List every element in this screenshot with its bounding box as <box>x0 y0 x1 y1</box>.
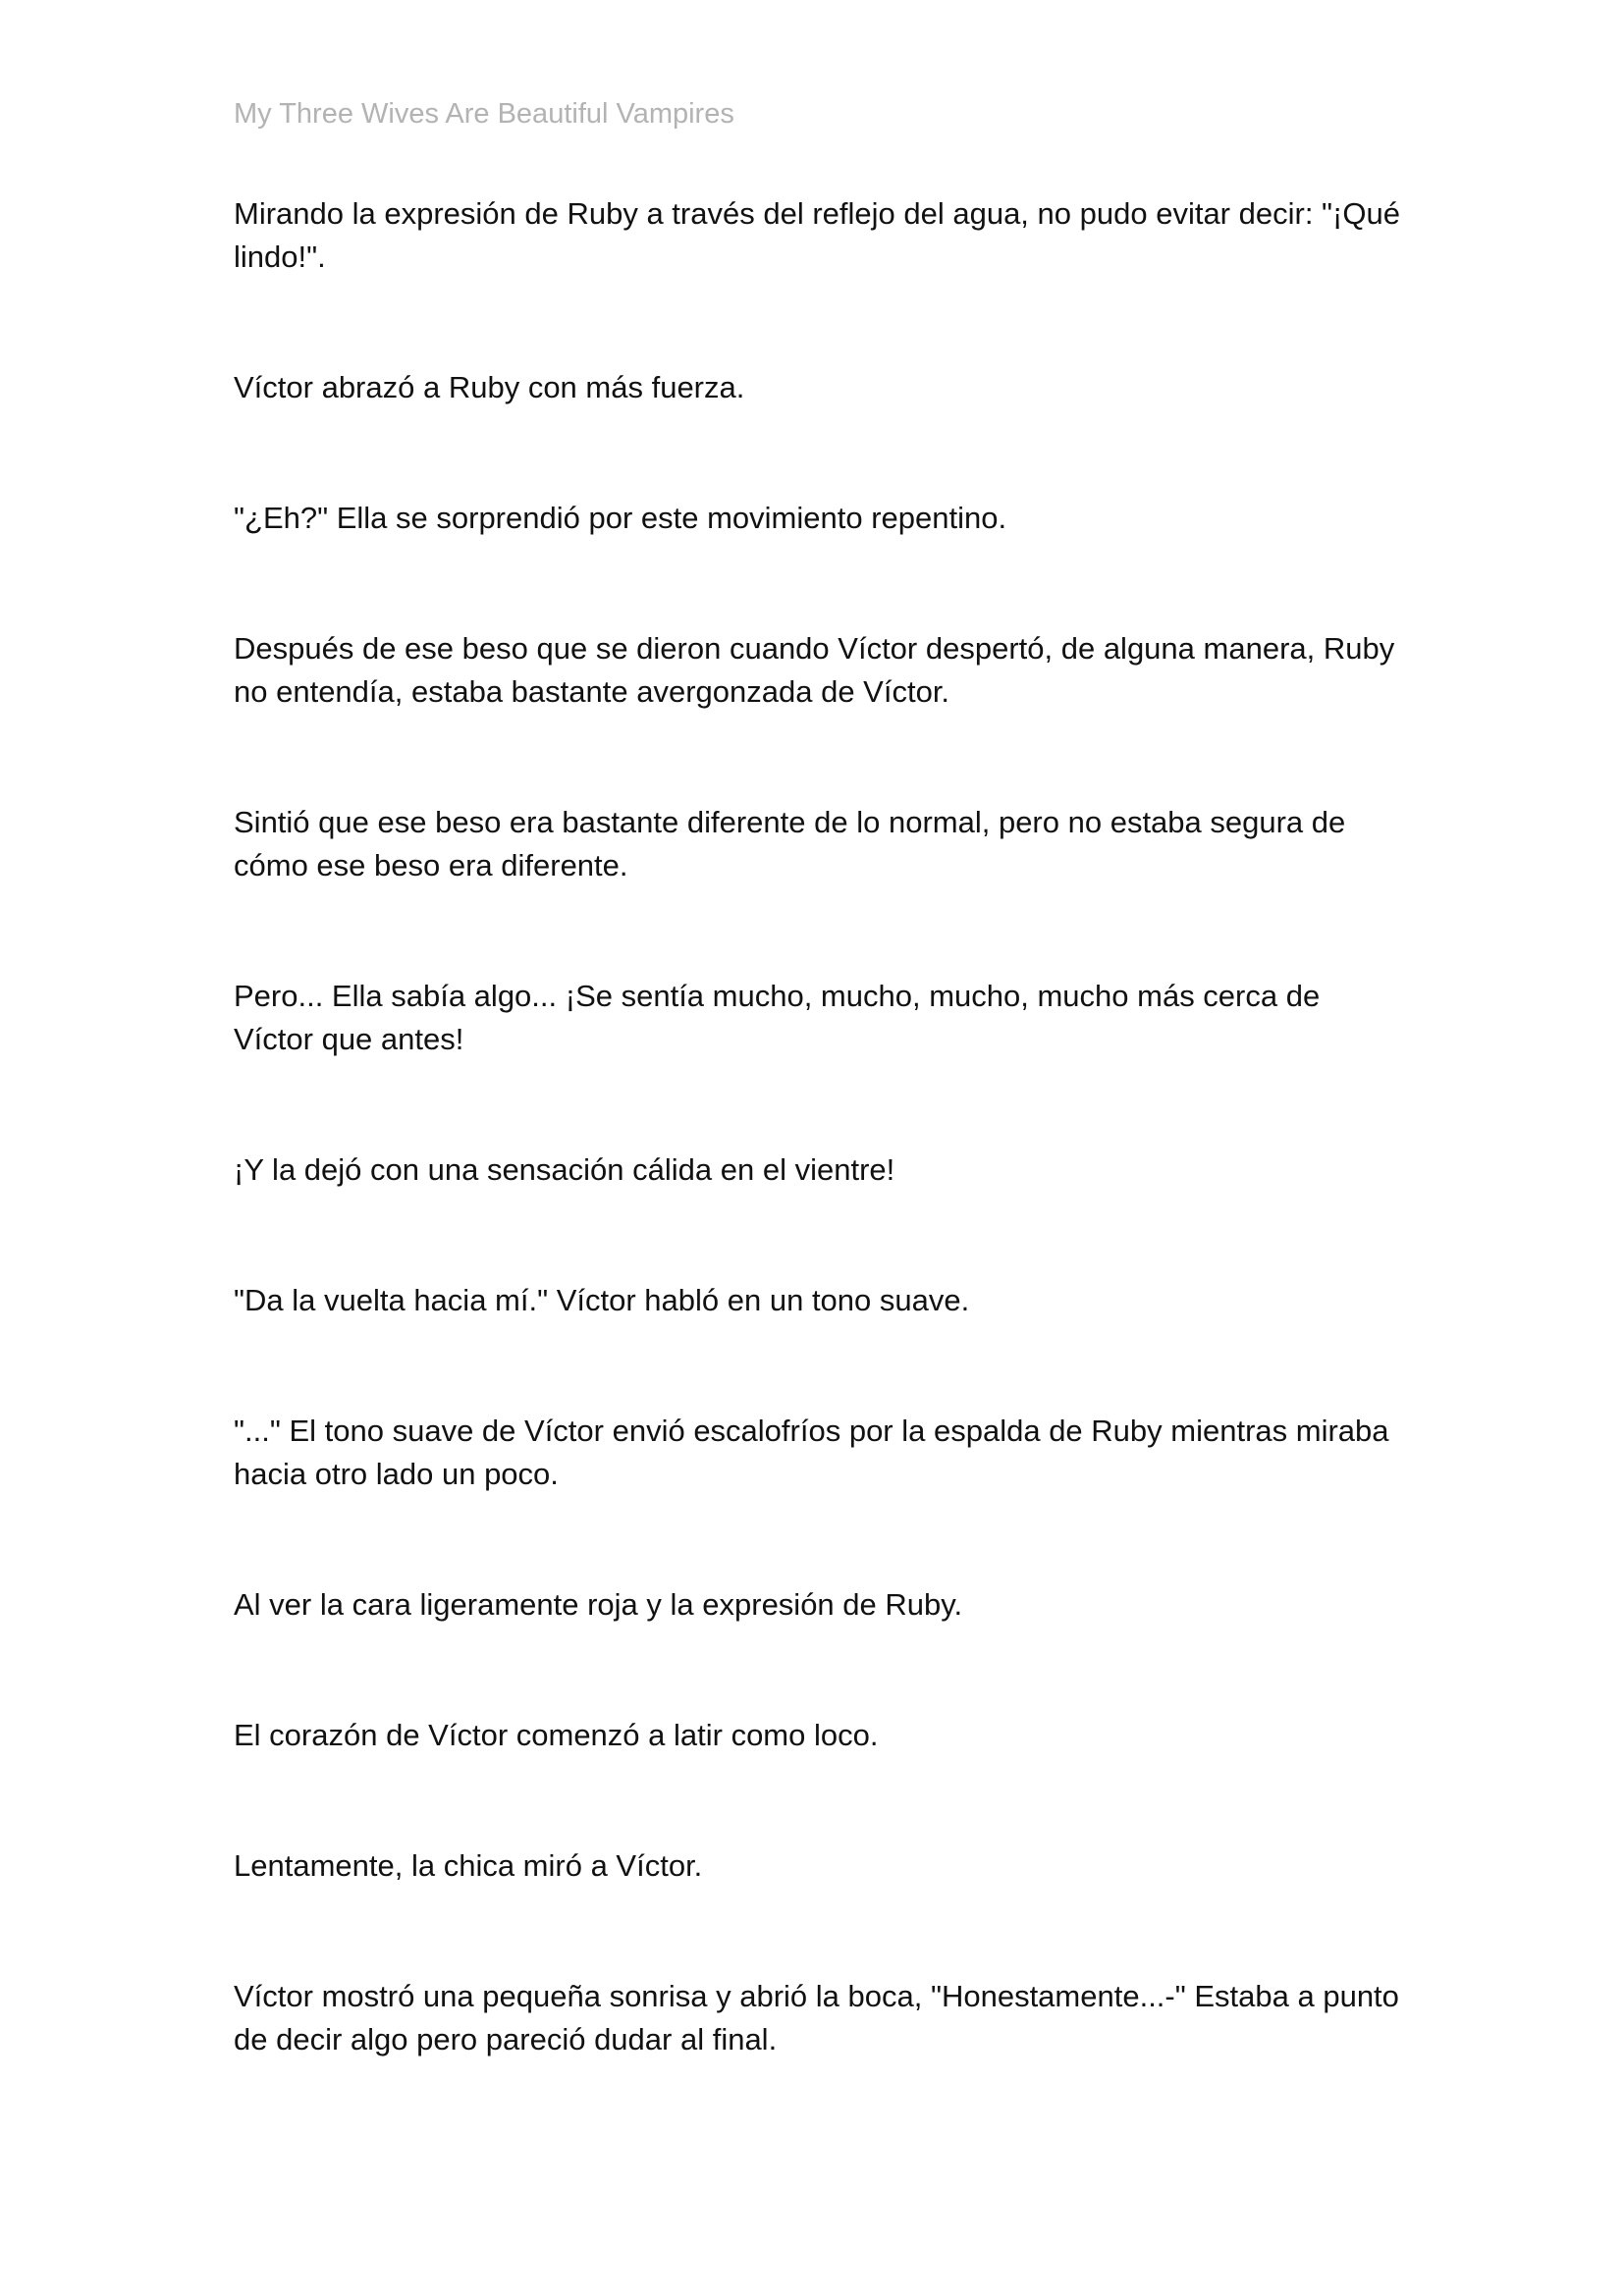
running-header: My Three Wives Are Beautiful Vampires <box>234 98 734 130</box>
paragraph: Sintió que ese beso era bastante diferente de lo normal, pero no estaba segura de cómo ese beso era diferente. <box>234 805 1346 882</box>
paragraph: "..." El tono suave de Víctor envió escalofríos por la espalda de Ruby mientras miraba hacia otro lado un poco. <box>234 1414 1389 1491</box>
paragraph: Después de ese beso que se dieron cuando Víctor despertó, de alguna manera, Ruby no entendía, estaba bastante avergonzada de Víctor. <box>234 631 1395 709</box>
paragraph: Al ver la cara ligeramente roja y la expresión de Ruby. <box>234 1587 963 1622</box>
paragraph: El corazón de Víctor comenzó a latir como loco. <box>234 1718 879 1752</box>
paragraph: Víctor abrazó a Ruby con más fuerza. <box>234 370 745 404</box>
paragraph: "¿Eh?" Ella se sorprendió por este movimiento repentino. <box>234 501 1007 535</box>
document-body <box>234 192 1402 2149</box>
paragraph: "Da la vuelta hacia mí." Víctor habló en un tono suave. <box>234 1283 970 1317</box>
paragraph: Lentamente, la chica miró a Víctor. <box>234 1848 703 1883</box>
paragraph: Víctor mostró una pequeña sonrisa y abrió la boca, "Honestamente...-" Estaba a punto de decir algo pero pareció dudar al final. <box>234 1979 1399 2056</box>
paragraph: ¡Y la dejó con una sensación cálida en el vientre! <box>234 1152 895 1187</box>
paragraph: Mirando la expresión de Ruby a través del reflejo del agua, no pudo evitar decir: "¡Qué lindo!". <box>234 196 1400 274</box>
paragraph: Pero... Ella sabía algo... ¡Se sentía mucho, mucho, mucho, mucho más cerca de Víctor que antes! <box>234 979 1321 1056</box>
